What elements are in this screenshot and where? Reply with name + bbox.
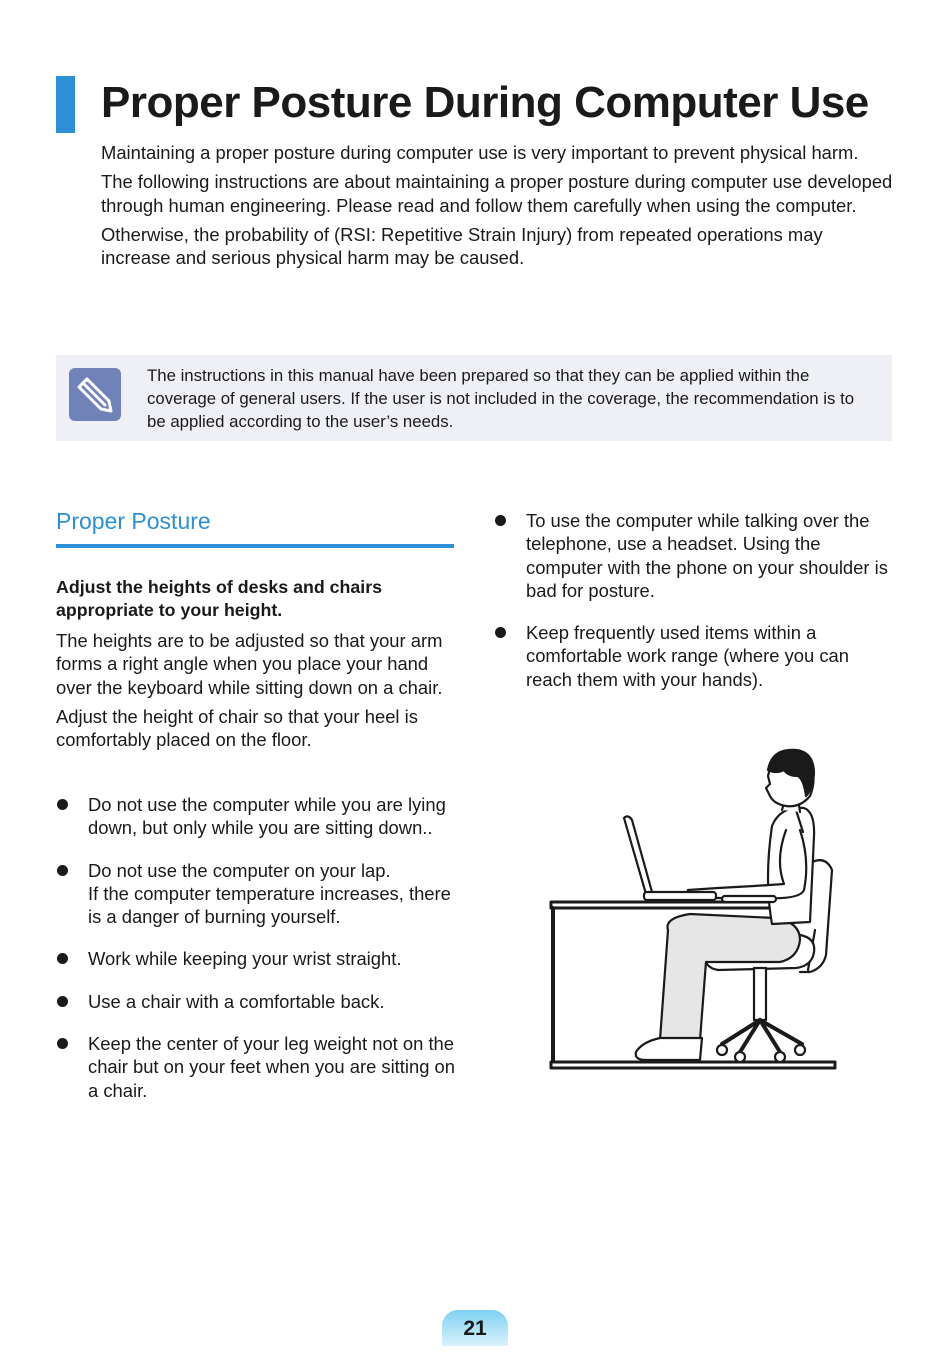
bullet-list-right <box>494 509 894 710</box>
list-item: Use a chair with a comfortable back. <box>56 990 456 1013</box>
pencil-note-icon <box>69 368 121 421</box>
intro-text <box>101 141 896 275</box>
intro-paragraph: Otherwise, the probability of (RSI: Repetitive Strain Injury) from repeated operations may increase and serious physical harm may be caused. <box>101 223 823 269</box>
body-paragraph: Adjust the height of chair so that your heel is comfortably placed on the floor. <box>56 705 418 751</box>
page-title: Proper Posture During Computer Use <box>101 78 869 127</box>
bullet-list-left <box>56 793 456 1121</box>
list-item: Do not use the computer on your lap. If the computer temperature increases, there is a danger of burning yourself. <box>56 859 456 929</box>
list-item: Keep frequently used items within a comfortable work range (where you can reach them with your hands). <box>494 621 894 691</box>
person-sitting-at-desk-illustration <box>548 745 838 1070</box>
list-item: Do not use the computer while you are lying down, but only while you are sitting down.. <box>56 793 456 840</box>
intro-paragraph: Maintaining a proper posture during computer use is very important to prevent physical harm. <box>101 142 859 163</box>
list-item: Keep the center of your leg weight not on the chair but on your feet when you are sitting on a chair. <box>56 1032 456 1102</box>
intro-paragraph: The following instructions are about maintaining a proper posture during computer use developed through human engineering. Please read and follow them carefully when using the computer. <box>101 171 893 216</box>
page-number: 21 <box>442 1310 508 1346</box>
section-body <box>56 629 458 757</box>
note-text: The instructions in this manual have been prepared so that they can be applied within the coverage of general users. If the user is not included in the coverage, the recommendation is to be applied according to the user’s needs. <box>147 366 855 431</box>
body-paragraph: The heights are to be adjusted so that your arm forms a right angle when you place your hand over the keyboard while sitting down on a chair. <box>56 630 443 698</box>
title-accent-bar <box>56 76 75 133</box>
list-item: Work while keeping your wrist straight. <box>56 947 456 970</box>
list-item: To use the computer while talking over the telephone, use a headset. Using the computer with the phone on your shoulder is bad for posture. <box>494 509 894 602</box>
note-box <box>56 355 892 441</box>
section-title: Proper Posture <box>56 508 211 534</box>
section-divider <box>56 544 454 548</box>
section-subheading: Adjust the heights of desks and chairs appropriate to your height. <box>56 577 383 621</box>
